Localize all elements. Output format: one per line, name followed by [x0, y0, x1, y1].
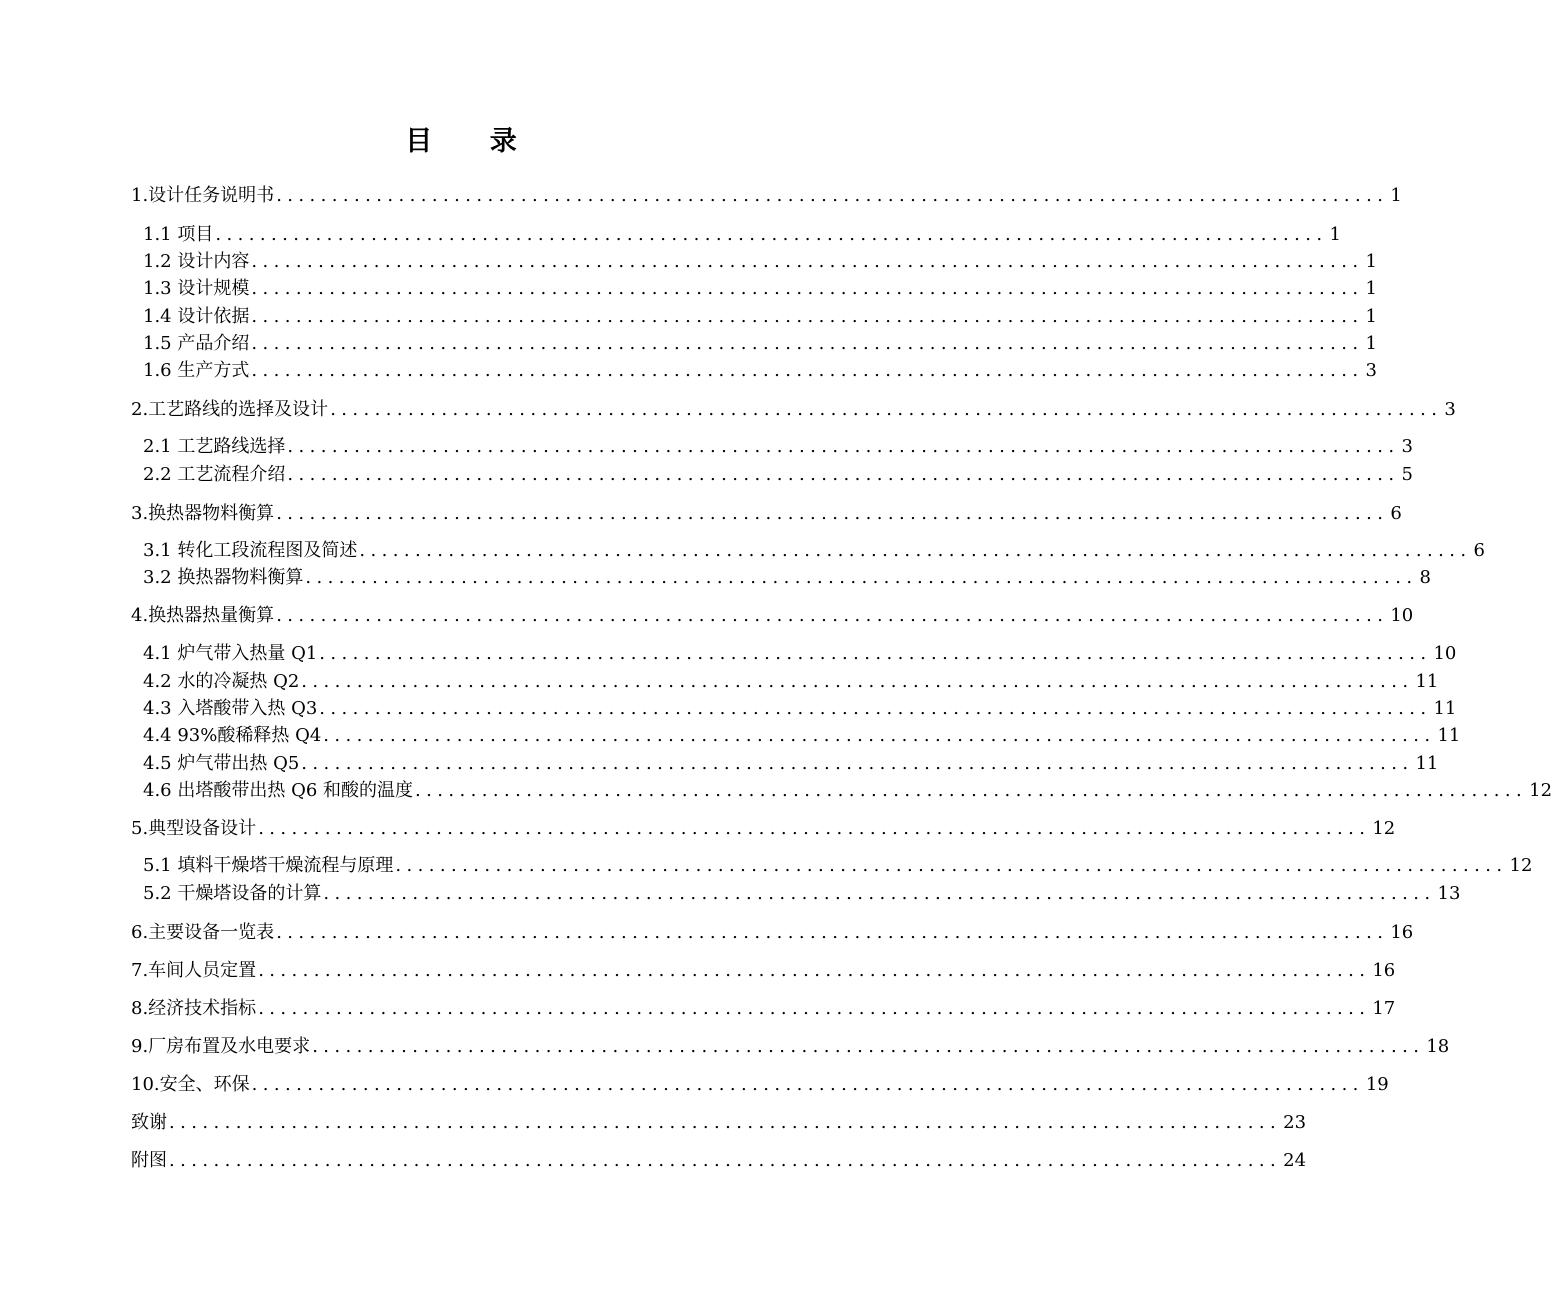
- toc-entry-label: 4.5 炉气带出热 Q5: [143, 753, 300, 774]
- toc-entry-label: 4.4 93%酸稀释热 Q4: [143, 725, 322, 746]
- toc-entry[interactable]: [131, 602, 1414, 630]
- toc-entry-label: 1.2 设计内容: [143, 251, 250, 272]
- toc-page-number: 1: [1365, 306, 1377, 327]
- toc-page-number: 3: [1365, 360, 1377, 381]
- toc-page-number: 3: [1401, 436, 1413, 457]
- toc-entry-label: 2.2 工艺流程介绍: [143, 464, 286, 485]
- toc-title: 目 录: [405, 126, 541, 157]
- toc-dot-leader: ....................................................................................................: [276, 922, 1389, 943]
- toc-dot-leader: ....................................................................................................: [287, 436, 1400, 457]
- toc-page-number: 18: [1426, 1036, 1450, 1057]
- toc-entry-label: 2.工艺路线的选择及设计: [131, 399, 329, 420]
- toc-entry[interactable]: [143, 668, 1439, 696]
- toc-page-number: 23: [1283, 1112, 1307, 1133]
- toc-page-number: 1: [1390, 185, 1402, 206]
- toc-page-number: 17: [1372, 998, 1396, 1019]
- toc-page-number: 12: [1529, 780, 1552, 801]
- toc-page-number: 6: [1473, 540, 1485, 561]
- toc-entry[interactable]: [131, 957, 1396, 985]
- toc-dot-leader: ....................................................................................................: [251, 278, 1364, 299]
- toc-entry[interactable]: [143, 880, 1461, 908]
- toc-entry-label: 附图: [131, 1150, 167, 1171]
- toc-entry-label: 3.1 转化工段流程图及简述: [143, 540, 358, 561]
- toc-page-number: 12: [1372, 818, 1396, 839]
- toc-page-number: 1: [1365, 333, 1377, 354]
- toc-dot-leader: ....................................................................................................: [251, 251, 1364, 272]
- toc-page-number: 10: [1390, 605, 1414, 626]
- toc-entry-label: 3.换热器物料衡算: [131, 503, 275, 524]
- toc-entry-label: 3.2 换热器物料衡算: [143, 567, 304, 588]
- toc-page-number: 16: [1372, 960, 1396, 981]
- toc-entry[interactable]: [131, 1109, 1307, 1137]
- toc-entry-label: 1.3 设计规模: [143, 278, 250, 299]
- toc-entry-label: 1.设计任务说明书: [131, 185, 275, 206]
- toc-entry[interactable]: [143, 722, 1461, 750]
- toc-dot-leader: ....................................................................................................: [287, 464, 1400, 485]
- toc-entry[interactable]: [131, 396, 1456, 424]
- toc-entry[interactable]: [143, 433, 1413, 461]
- toc-dot-leader: ....................................................................................................: [319, 643, 1432, 664]
- toc-entry[interactable]: [131, 919, 1414, 947]
- toc-page-number: 11: [1437, 725, 1461, 746]
- toc-entry-label: 致谢: [131, 1112, 167, 1133]
- toc-entry[interactable]: [143, 357, 1377, 385]
- toc-page-number: 6: [1390, 503, 1402, 524]
- toc-entry-label: 5.典型设备设计: [131, 818, 257, 839]
- toc-entry-label: 8.经济技术指标: [131, 998, 257, 1019]
- toc-dot-leader: ....................................................................................................: [276, 503, 1389, 524]
- toc-entry-label: 5.1 填料干燥塔干燥流程与原理: [143, 855, 394, 876]
- toc-page-number: 1: [1329, 224, 1341, 245]
- toc-entry[interactable]: [143, 695, 1457, 723]
- toc-entry-label: 4.3 入塔酸带入热 Q3: [143, 698, 318, 719]
- toc-dot-leader: ....................................................................................................: [276, 185, 1389, 206]
- toc-entry[interactable]: [131, 1071, 1389, 1099]
- toc-entry-label: 10.安全、环保: [131, 1074, 250, 1095]
- toc-page-number: 11: [1415, 753, 1439, 774]
- toc-entry[interactable]: [143, 248, 1377, 276]
- toc-entry[interactable]: [131, 1033, 1450, 1061]
- toc-entry-label: 1.6 生产方式: [143, 360, 250, 381]
- toc-entry[interactable]: [143, 537, 1485, 565]
- toc-page-number: 19: [1365, 1074, 1389, 1095]
- toc-entry-label: 4.6 出塔酸带出热 Q6 和酸的温度: [143, 780, 413, 801]
- toc-page-number: 11: [1433, 698, 1457, 719]
- toc-dot-leader: ....................................................................................................: [258, 998, 1371, 1019]
- toc-entry[interactable]: [143, 275, 1377, 303]
- toc-entry[interactable]: [131, 1147, 1307, 1175]
- toc-dot-leader: ....................................................................................................: [215, 224, 1328, 245]
- toc-dot-leader: ....................................................................................................: [395, 855, 1508, 876]
- toc-entry-label: 4.2 水的冷凝热 Q2: [143, 671, 300, 692]
- toc-dot-leader: ....................................................................................................: [169, 1150, 1282, 1171]
- toc-dot-leader: ....................................................................................................: [251, 1074, 1364, 1095]
- toc-entry[interactable]: [143, 852, 1533, 880]
- toc-dot-leader: ....................................................................................................: [415, 780, 1528, 801]
- toc-page-number: 8: [1419, 567, 1431, 588]
- toc-page-number: 5: [1401, 464, 1413, 485]
- toc-page-number: 3: [1444, 399, 1456, 420]
- toc-entry-label: 2.1 工艺路线选择: [143, 436, 286, 457]
- toc-dot-leader: ....................................................................................................: [319, 698, 1432, 719]
- toc-page-number: 11: [1415, 671, 1439, 692]
- toc-dot-leader: ....................................................................................................: [169, 1112, 1282, 1133]
- toc-dot-leader: ....................................................................................................: [323, 725, 1436, 746]
- toc-dot-leader: ....................................................................................................: [258, 960, 1371, 981]
- toc-page-number: 13: [1437, 883, 1461, 904]
- toc-page-number: 1: [1365, 251, 1377, 272]
- toc-dot-leader: ....................................................................................................: [359, 540, 1472, 561]
- toc-dot-leader: ....................................................................................................: [323, 883, 1436, 904]
- toc-page-number: 10: [1433, 643, 1457, 664]
- toc-dot-leader: ....................................................................................................: [251, 333, 1364, 354]
- toc-entry[interactable]: [143, 303, 1377, 331]
- toc-entry-label: 4.1 炉气带入热量 Q1: [143, 643, 318, 664]
- toc-page-number: 16: [1390, 922, 1414, 943]
- toc-entry-label: 7.车间人员定置: [131, 960, 257, 981]
- toc-entry-label: 9.厂房布置及水电要求: [131, 1036, 311, 1057]
- toc-entry[interactable]: [143, 640, 1457, 668]
- toc-entry-label: 6.主要设备一览表: [131, 922, 275, 943]
- toc-dot-leader: ....................................................................................................: [330, 399, 1443, 420]
- toc-entry[interactable]: [143, 221, 1341, 249]
- toc-entry[interactable]: [143, 750, 1439, 778]
- toc-entry-label: 1.5 产品介绍: [143, 333, 250, 354]
- toc-entry-label: 1.4 设计依据: [143, 306, 250, 327]
- toc-page-number: 12: [1509, 855, 1533, 876]
- toc-entry[interactable]: [131, 500, 1402, 528]
- toc-entry-label: 5.2 干燥塔设备的计算: [143, 883, 322, 904]
- toc-entry-label: 1.1 项目: [143, 224, 214, 245]
- toc-entry-label: 4.换热器热量衡算: [131, 605, 275, 626]
- toc-entry[interactable]: [143, 330, 1377, 358]
- toc-entry[interactable]: [143, 461, 1413, 489]
- toc-dot-leader: ....................................................................................................: [301, 671, 1414, 692]
- toc-page-number: 1: [1365, 278, 1377, 299]
- toc-entry[interactable]: [131, 182, 1402, 210]
- toc-dot-leader: ....................................................................................................: [258, 818, 1371, 839]
- toc-dot-leader: ....................................................................................................: [305, 567, 1418, 588]
- toc-dot-leader: ....................................................................................................: [251, 306, 1364, 327]
- toc-dot-leader: ....................................................................................................: [276, 605, 1389, 626]
- toc-entry[interactable]: [143, 564, 1431, 592]
- toc-dot-leader: ....................................................................................................: [312, 1036, 1425, 1057]
- toc-entry[interactable]: [143, 777, 1552, 805]
- toc-dot-leader: ....................................................................................................: [301, 753, 1414, 774]
- toc-dot-leader: ....................................................................................................: [251, 360, 1364, 381]
- toc-page-number: 24: [1283, 1150, 1307, 1171]
- toc-entry[interactable]: [131, 995, 1396, 1023]
- toc-entry[interactable]: [131, 815, 1396, 843]
